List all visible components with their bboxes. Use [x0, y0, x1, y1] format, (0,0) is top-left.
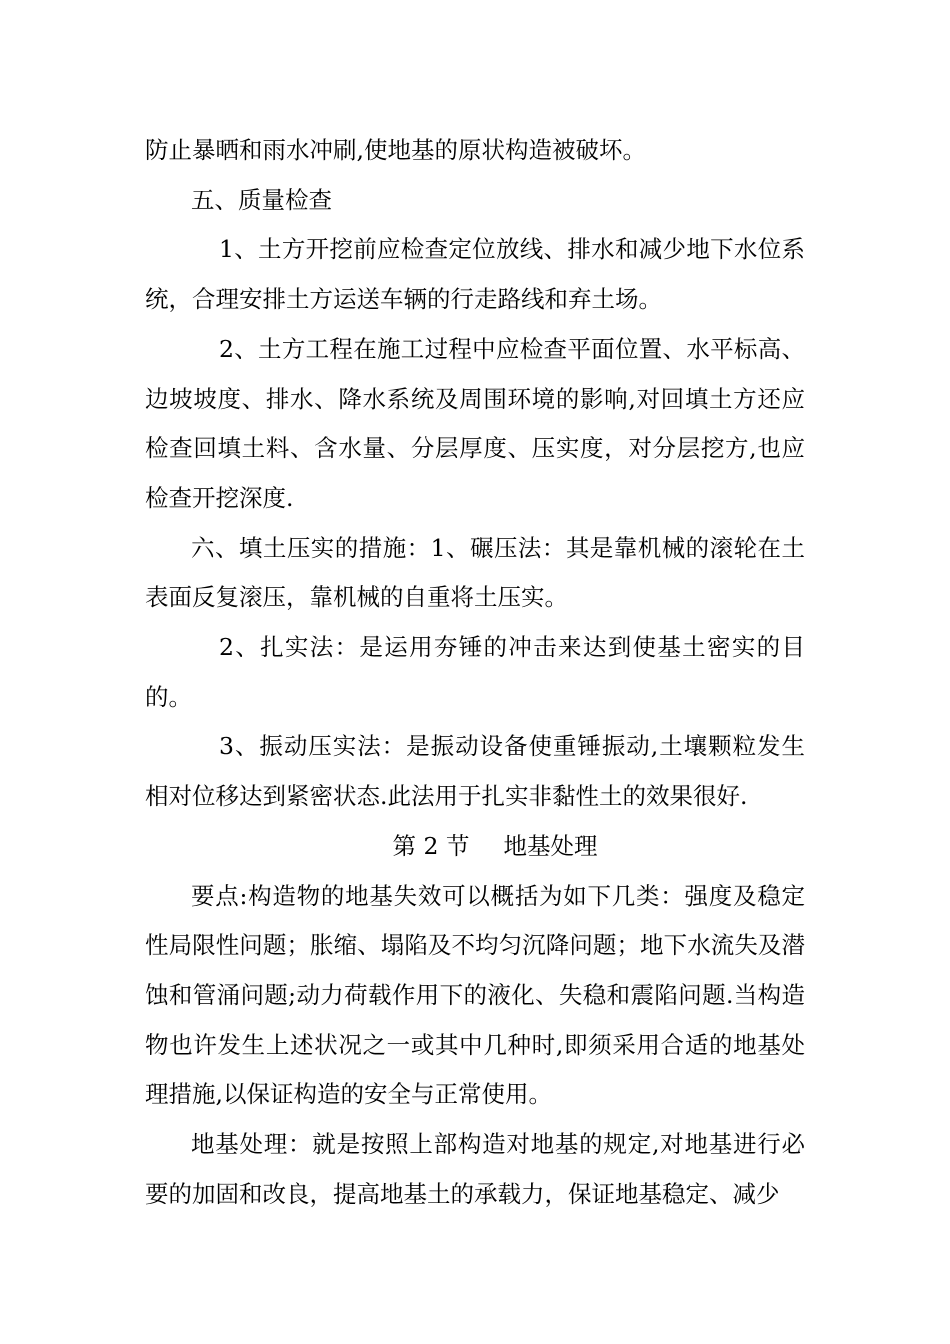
section-heading — [145, 822, 805, 872]
paragraph-6: 2、扎实法：是运用夯锤的冲击来达到使基土密实的目的。 — [145, 633, 805, 711]
paragraph-7: 3、振动压实法：是振动设备使重锤振动,土壤颗粒发生相对位移达到紧密状态.此法用于扎实非黏性土的效果很好. — [145, 732, 805, 811]
paragraph-4: 2、土方工程在施工过程中应检查平面位置、水平标高、边坡坡度、排水、降水系统及周围环境的影响,对回填土方还应检查回填土料、含水量、分层厚度、压实度，对分层挖方,也应检查开挖深度. — [145, 334, 805, 512]
paragraph-1: 防止暴晒和雨水冲刷,使地基的原状构造被破坏。 — [145, 136, 646, 164]
document-body — [145, 126, 805, 1219]
paragraph-9: 地基处理：就是按照上部构造对地基的规定,对地基进行必要的加固和改良，提高地基土的承载力，保证地基稳定、减少 — [145, 1130, 805, 1208]
paragraph-5: 六、填土压实的措施：1、碾压法：其是靠机械的滚轮在土表面反复滚压，靠机械的自重将土压实。 — [145, 533, 805, 612]
paragraph-8: 要点:构造物的地基失效可以概括为如下几类：强度及稳定性局限性问题；胀缩、塌陷及不均匀沉降问题；地下水流失及潜蚀和管涌问题;动力荷载作用下的液化、失稳和震陷问题.当构造物也许发生上述状况之一或其中几种时,即须采用合适的地基处理措施,以保证构造的安全与正常使用。 — [145, 881, 805, 1109]
section-title: 地基处理 — [503, 831, 598, 860]
heading-quality-inspection: 五、质量检查 — [191, 185, 332, 214]
paragraph-3: 1、土方开挖前应检查定位放线、排水和减少地下水位系统，合理安排土方运送车辆的行走路线和弃土场。 — [145, 235, 805, 314]
section-number: 第 2 节 — [392, 831, 470, 860]
